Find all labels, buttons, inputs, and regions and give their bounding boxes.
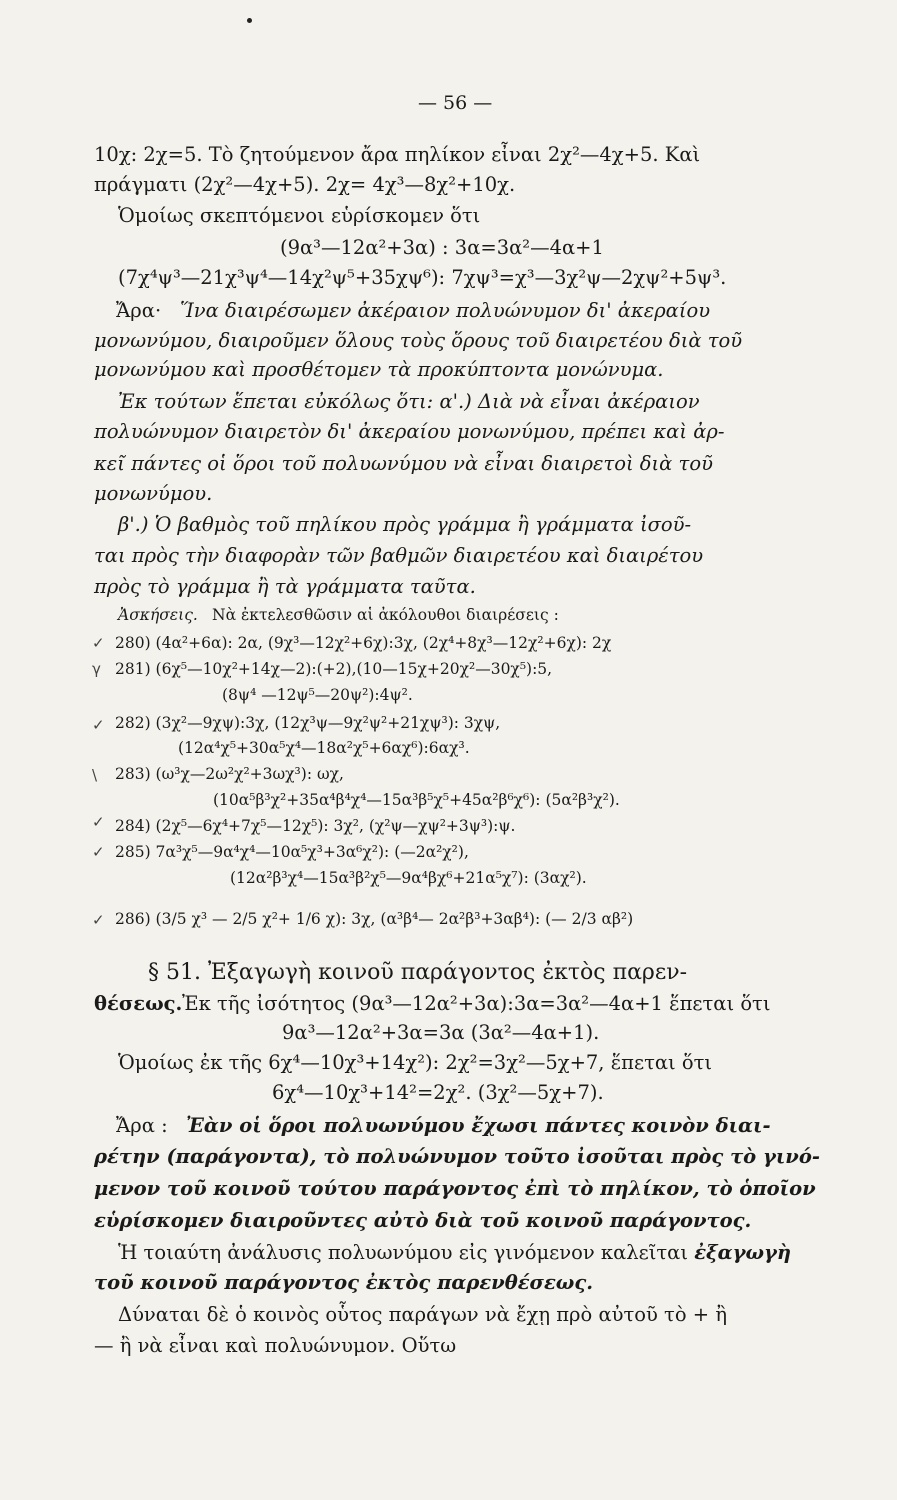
text-line: Ἐκ τῆς ἰσότητος (9α³—12α²+3α):3α=3α²—4α+1 ἕπεται ὅτι bbox=[182, 992, 771, 1015]
rule-line: μενον τοῦ κοινοῦ τούτου παράγοντος ἐπὶ τὸ πηλίκον, τὸ ὁποῖον bbox=[94, 1177, 816, 1200]
rule-line: πρὸς τὸ γράμμα ἢ τὰ γράμματα ταῦτα. bbox=[94, 575, 476, 598]
rule-line: ρέτην (παράγοντα), τὸ πολυώνυμον τοῦτο ἰσοῦται πρὸς τὸ γινό- bbox=[94, 1145, 820, 1168]
exercise-line: (10α⁵β³χ²+35α⁴β⁴χ⁴—15α³β⁵χ⁵+45α²β⁶χ⁶): (5α²β³χ²). bbox=[213, 791, 620, 809]
exercise-line: (8ψ⁴ —12ψ⁵—20ψ²):4ψ². bbox=[222, 686, 413, 704]
definition-line bbox=[118, 1240, 791, 1266]
definition-term: ἐξαγωγὴ bbox=[694, 1241, 792, 1264]
exercise-line: 284) (2χ⁵—6χ⁴+7χ⁵—12χ⁵): 3χ², (χ²ψ—χψ²+3ψ³):ψ. bbox=[115, 817, 516, 835]
ara-label: Ἄρα· bbox=[116, 299, 162, 322]
rule-line: Ἐὰν οἱ ὅροι πολυωνύμου ἔχωσι πάντες κοινὸν διαι- bbox=[186, 1114, 771, 1137]
margin-mark: ✓ bbox=[92, 843, 105, 861]
rule-line: μονωνύμου καὶ προσθέτομεν τὰ προκύπτοντα μονώνυμα. bbox=[94, 358, 664, 381]
equation-line: (9α³—12α²+3α) : 3α=3α²—4α+1 bbox=[280, 236, 604, 259]
margin-mark: \ bbox=[92, 766, 98, 784]
margin-mark: ✓ bbox=[92, 813, 105, 831]
exercise-line: 286) (3/5 χ³ — 2/5 χ²+ 1/6 χ): 3χ, (α³β⁴— 2α²β³+3αβ⁴): (— 2/3 αβ²) bbox=[115, 910, 634, 928]
page-number: — 56 — bbox=[418, 92, 493, 114]
section-title: § 51. Ἐξαγωγὴ κοινοῦ παράγοντος ἐκτὸς παρεν- bbox=[148, 960, 688, 985]
exercise-line: (12α²β³χ⁴—15α³β²χ⁵—9α⁴βχ⁶+21α⁵χ⁷): (3αχ²). bbox=[230, 869, 587, 887]
text-line: πράγματι (2χ²—4χ+5). 2χ= 4χ³—8χ²+10χ. bbox=[94, 173, 516, 196]
section-title-cont: θέσεως. bbox=[94, 992, 183, 1015]
exercise-line: 281) (6χ⁵—10χ²+14χ—2):(+2),(10—15χ+20χ²—30χ⁵):5, bbox=[115, 660, 553, 678]
rule-line: ται πρὸς τὴν διαφορὰν τῶν βαθμῶν διαιρετέου καὶ διαιρέτου bbox=[94, 544, 704, 567]
rule-line: Ἐκ τούτων ἕπεται εὐκόλως ὅτι: α'.) Διὰ νὰ εἶναι ἀκέραιον bbox=[118, 390, 700, 413]
definition-text: Ἡ τοιαύτη ἀνάλυσις πολυωνύμου εἰς γινόμενον καλεῖται bbox=[118, 1241, 688, 1264]
rule-line: μονωνύμου, διαιροῦμεν ὅλους τοὺς ὅρους τοῦ διαιρετέου διὰ τοῦ bbox=[94, 329, 743, 352]
equation-line: (7χ⁴ψ³—21χ³ψ⁴—14χ²ψ⁵+35χψ⁶): 7χψ³=χ³—3χ²ψ—2χψ²+5ψ³. bbox=[118, 266, 727, 289]
exercise-line: 282) (3χ²—9χψ):3χ, (12χ³ψ—9χ²ψ²+21χψ³): 3χψ, bbox=[115, 714, 501, 732]
exercise-line: 280) (4α²+6α): 2α, (9χ³—12χ²+6χ):3χ, (2χ⁴+8χ³—12χ²+6χ): 2χ bbox=[115, 634, 612, 652]
definition-term-cont: τοῦ κοινοῦ παράγοντος ἐκτὸς παρενθέσεως. bbox=[94, 1271, 594, 1294]
text-line: — ἢ νὰ εἶναι καὶ πολυώνυμον. Οὕτω bbox=[94, 1334, 457, 1357]
rule-line: β'.) Ὁ βαθμὸς τοῦ πηλίκου πρὸς γράμμα ἢ γράμματα ἰσοῦ- bbox=[118, 513, 692, 536]
exercises-label: Ἀσκήσεις. bbox=[118, 606, 198, 624]
exercise-line: (12α⁴χ⁵+30α⁵χ⁴—18α²χ⁵+6αχ⁶):6αχ³. bbox=[178, 739, 470, 757]
ink-dot bbox=[247, 18, 252, 23]
rule-line: κεῖ πάντες οἱ ὅροι τοῦ πολυωνύμου νὰ εἶναι διαιρετοὶ διὰ τοῦ bbox=[94, 452, 713, 475]
text-line: Δύναται δὲ ὁ κοινὸς οὗτος παράγων νὰ ἔχῃ πρὸ αὐτοῦ τὸ + ἢ bbox=[118, 1303, 728, 1326]
exercises-intro: Νὰ ἐκτελεσθῶσιν αἱ ἀκόλουθοι διαιρέσεις : bbox=[212, 606, 559, 624]
equation-line: 6χ⁴—10χ³+14²=2χ². (3χ²—5χ+7). bbox=[272, 1081, 604, 1104]
margin-mark: ✓ bbox=[92, 716, 105, 734]
rule-line: πολυώνυμον διαιρετὸν δι' ἀκεραίου μονωνύμου, πρέπει καὶ ἀρ- bbox=[94, 420, 725, 443]
exercise-line: 285) 7α³χ⁵—9α⁴χ⁴—10α⁵χ³+3α⁶χ²): (—2α²χ²), bbox=[115, 843, 469, 861]
ara-label: Ἄρα : bbox=[116, 1114, 168, 1137]
equation-line: 9α³—12α²+3α=3α (3α²—4α+1). bbox=[282, 1021, 600, 1044]
text-line: 10χ: 2χ=5. Τὸ ζητούμενον ἄρα πηλίκον εἶναι 2χ²—4χ+5. Καὶ bbox=[94, 143, 701, 166]
margin-mark: ✓ bbox=[92, 911, 105, 929]
exercise-line: 283) (ω³χ—2ω²χ²+3ωχ³): ωχ, bbox=[115, 765, 344, 783]
text-line: Ὁμοίως σκεπτόμενοι εὑρίσκομεν ὅτι bbox=[118, 204, 481, 227]
margin-mark: ✓ bbox=[92, 634, 105, 652]
rule-line: εὑρίσκομεν διαιροῦντες αὐτὸ διὰ τοῦ κοινοῦ παράγοντος. bbox=[94, 1209, 752, 1232]
text-line: Ὁμοίως ἐκ τῆς 6χ⁴—10χ³+14χ²): 2χ²=3χ²—5χ+7, ἕπεται ὅτι bbox=[118, 1051, 713, 1074]
rule-line: Ἵνα διαιρέσωμεν ἀκέραιον πολυώνυμον δι' ἀκεραίου bbox=[180, 299, 711, 322]
rule-line: μονωνύμου. bbox=[94, 482, 213, 505]
margin-mark: γ bbox=[92, 660, 101, 678]
